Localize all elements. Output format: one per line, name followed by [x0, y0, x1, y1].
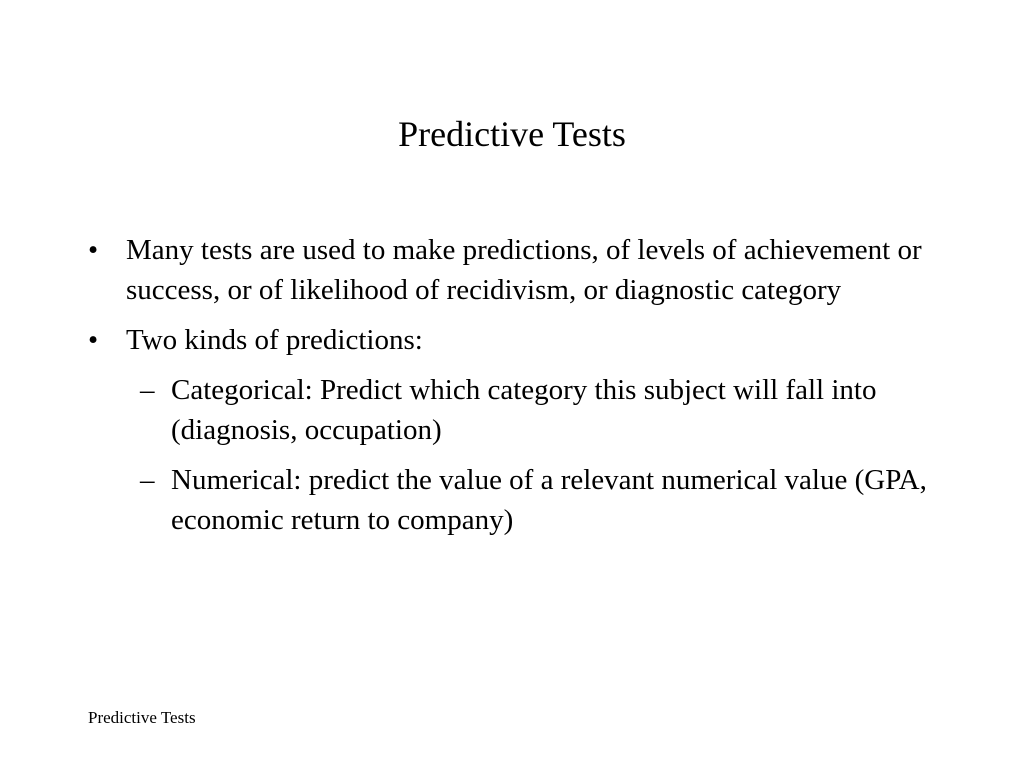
slide-title: Predictive Tests — [398, 114, 626, 154]
bullet-item — [84, 320, 934, 360]
bullet-text: Many tests are used to make predictions, of levels of achievement or success, or of likelihood of recidivism, or diagnostic category — [126, 234, 922, 306]
sub-bullet-marker: – — [140, 374, 155, 406]
sub-bullet-item — [84, 460, 934, 540]
bullet-text: Two kinds of predictions: — [126, 324, 423, 356]
bullet-marker: • — [88, 234, 99, 266]
slide-footer: Predictive Tests — [88, 708, 196, 727]
slide-body — [84, 230, 934, 550]
sub-bullet-text: Categorical: Predict which category this subject will fall into (diagnosis, occupation) — [171, 374, 877, 446]
sub-bullet-item — [84, 370, 934, 450]
sub-bullet-text: Numerical: predict the value of a relevant numerical value (GPA, economic return to company) — [171, 464, 927, 536]
sub-bullet-marker: – — [140, 464, 155, 496]
bullet-item — [84, 230, 934, 310]
bullet-marker: • — [88, 324, 99, 356]
